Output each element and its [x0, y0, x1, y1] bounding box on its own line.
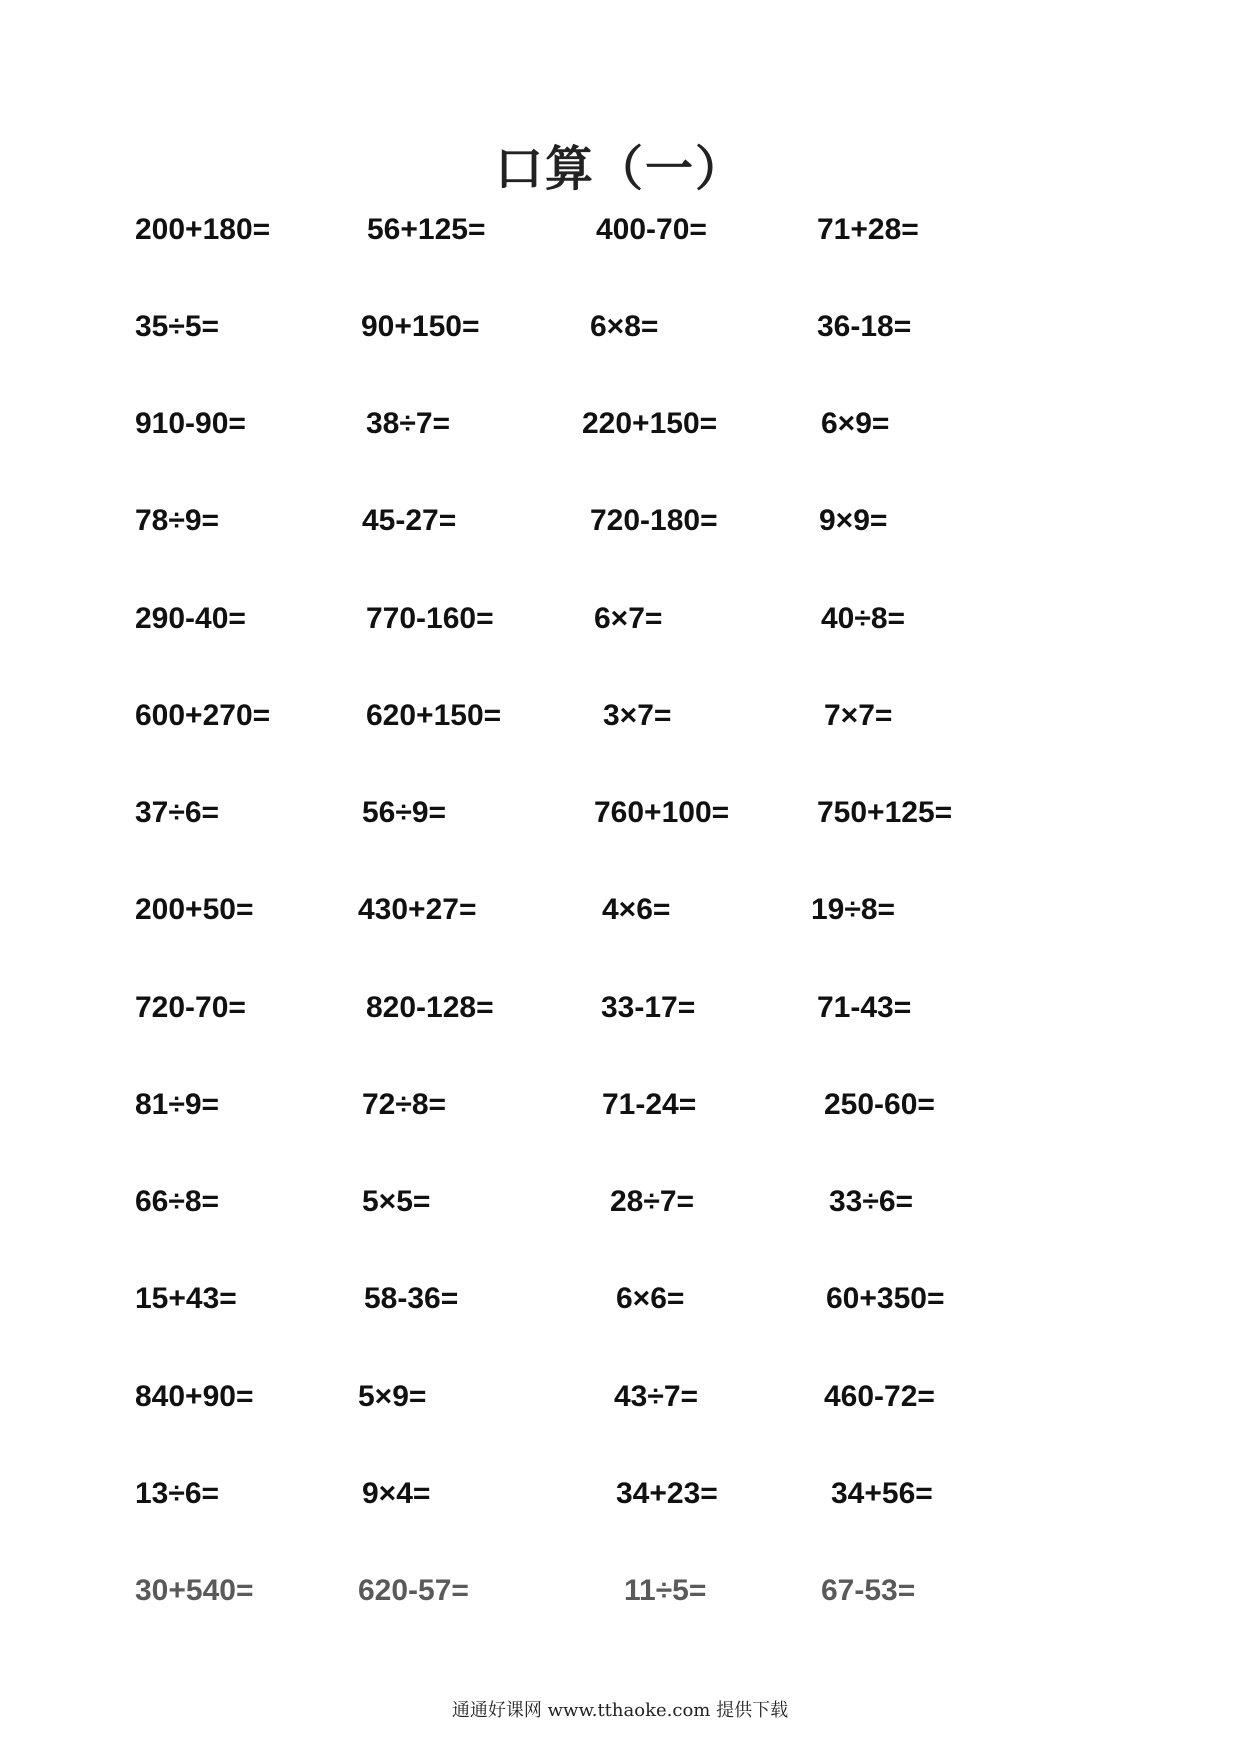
problem-r5-c1: 290-40= — [135, 602, 246, 635]
problem-r7-c1: 37÷6= — [135, 796, 220, 829]
problem-r14-c1: 13÷6= — [135, 1477, 220, 1510]
problem-r7-c2: 56÷9= — [362, 796, 447, 829]
problem-r1-c1: 200+180= — [135, 213, 271, 246]
problem-r7-c4: 750+125= — [817, 796, 953, 829]
problem-r9-c1: 720-70= — [135, 991, 246, 1024]
problem-r12-c3: 6×6= — [616, 1282, 685, 1315]
problem-r5-c4: 40÷8= — [821, 602, 906, 635]
problem-r14-c2: 9×4= — [362, 1477, 431, 1510]
problem-r14-c3: 34+23= — [616, 1477, 718, 1510]
problem-r13-c2: 5×9= — [358, 1380, 427, 1413]
problem-r4-c2: 45-27= — [362, 504, 457, 537]
problem-r6-c3: 3×7= — [603, 699, 672, 732]
problem-r1-c2: 56+125= — [367, 213, 486, 246]
problem-r14-c4: 34+56= — [831, 1477, 933, 1510]
problem-r12-c4: 60+350= — [826, 1282, 945, 1315]
problem-r8-c2: 430+27= — [358, 893, 477, 926]
problem-r11-c1: 66÷8= — [135, 1185, 220, 1218]
problem-r5-c2: 770-160= — [366, 602, 494, 635]
problem-r8-c4: 19÷8= — [811, 893, 896, 926]
problem-r13-c1: 840+90= — [135, 1380, 254, 1413]
problem-r1-c3: 400-70= — [596, 213, 707, 246]
problem-r15-c1: 30+540= — [135, 1574, 254, 1607]
problem-r8-c1: 200+50= — [135, 893, 254, 926]
problem-r12-c1: 15+43= — [135, 1282, 237, 1315]
problem-r1-c4: 71+28= — [817, 213, 919, 246]
problem-r15-c2: 620-57= — [358, 1574, 469, 1607]
problem-r2-c3: 6×8= — [590, 310, 659, 343]
problem-r15-c3: 11÷5= — [624, 1574, 707, 1607]
problem-r12-c2: 58-36= — [364, 1282, 459, 1315]
problem-r10-c4: 250-60= — [824, 1088, 935, 1121]
problem-r11-c2: 5×5= — [362, 1185, 431, 1218]
problem-r4-c1: 78÷9= — [135, 504, 220, 537]
page-title: 口算（一） — [494, 141, 745, 197]
problem-r15-c4: 67-53= — [821, 1574, 916, 1607]
problem-r6-c4: 7×7= — [824, 699, 893, 732]
problem-r11-c3: 28÷7= — [610, 1185, 695, 1218]
problem-r9-c3: 33-17= — [601, 991, 696, 1024]
problem-r11-c4: 33÷6= — [829, 1185, 914, 1218]
problem-r2-c2: 90+150= — [361, 310, 480, 343]
problem-r3-c3: 220+150= — [582, 407, 718, 440]
problem-r9-c2: 820-128= — [366, 991, 494, 1024]
problem-r2-c1: 35÷5= — [135, 310, 220, 343]
problem-r4-c4: 9×9= — [819, 504, 888, 537]
problem-r6-c1: 600+270= — [135, 699, 271, 732]
problem-r4-c3: 720-180= — [590, 504, 718, 537]
problem-r3-c1: 910-90= — [135, 407, 246, 440]
problem-r7-c3: 760+100= — [594, 796, 730, 829]
problem-r5-c3: 6×7= — [594, 602, 663, 635]
problem-r10-c3: 71-24= — [602, 1088, 697, 1121]
problem-r13-c4: 460-72= — [824, 1380, 935, 1413]
problem-r6-c2: 620+150= — [366, 699, 502, 732]
problem-r8-c3: 4×6= — [602, 893, 671, 926]
problem-r10-c2: 72÷8= — [362, 1088, 447, 1121]
problem-r10-c1: 81÷9= — [135, 1088, 220, 1121]
problem-r9-c4: 71-43= — [817, 991, 912, 1024]
problem-r13-c3: 43÷7= — [614, 1380, 699, 1413]
problem-r2-c4: 36-18= — [817, 310, 912, 343]
footer-credit: 通通好课网 www.tthaoke.com 提供下载 — [451, 1700, 789, 1721]
problem-r3-c2: 38÷7= — [366, 407, 451, 440]
problem-r3-c4: 6×9= — [821, 407, 890, 440]
